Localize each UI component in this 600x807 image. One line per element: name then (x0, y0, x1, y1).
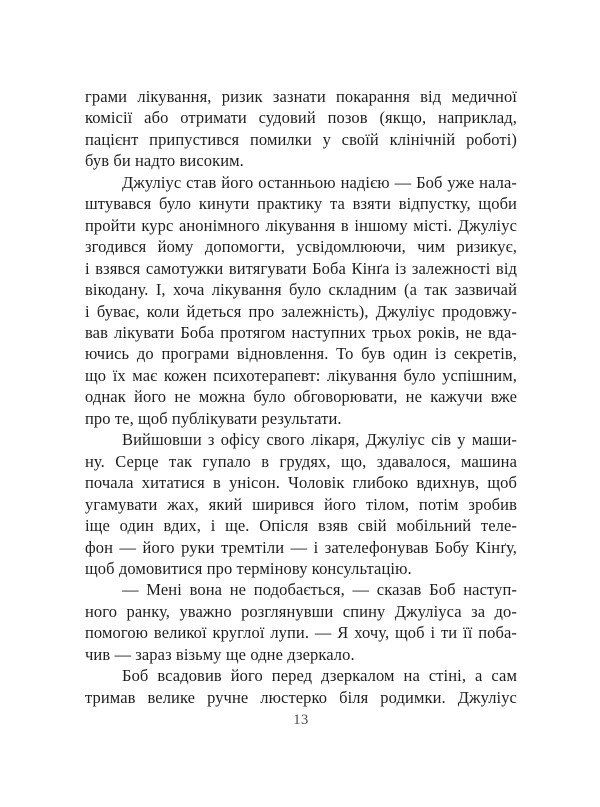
text-line: згодився йому допомогти, усвідомлюючи, чим ризикує, (85, 237, 517, 257)
text-line: помогою великої круглої лупи. — Я хочу, щоб і ти її поба- (85, 623, 517, 643)
text-line: — Мені вона не подобається, — сказав Боб наступ- (122, 580, 517, 600)
text-line: що їх має кожен психотерапевт: лікування було успішним, (85, 365, 517, 385)
text-line: почала хитатися в унісон. Чоловік глибоко вдихнув, щоб (85, 473, 517, 493)
text-line: угамувати жах, який ширився його тілом, потім зробив (85, 494, 517, 514)
text-line: однак його не можна було обговорювати, не кажучи вже (85, 387, 517, 407)
text-line: і буває, коли йдеться про залежність), Джуліус продовжу- (85, 301, 517, 321)
text-line: вікодану. І, хоча лікування було складним (а так зазвичай (85, 280, 517, 300)
text-line: грами лікування, ризик зазнати покарання від медичної (85, 87, 517, 106)
text-line: комісії або отримати судовий позов (якщо, наприклад, (85, 108, 517, 128)
text-line: Боб всадовив його перед дзеркалом на стіні, а сам (122, 666, 517, 686)
paragraph (85, 86, 517, 172)
text-line: пройти курс анонімного лікування в іншому місті. Джуліус (85, 215, 517, 235)
text-line: Джуліус став його останньою надією — Боб уже нала- (122, 172, 517, 192)
text-line: ну. Серце так гупало в грудях, що, здавалося, машина (85, 451, 517, 471)
text-block (85, 86, 517, 708)
text-line: тримав велике ручне люстерко біля родимки. Джуліус (85, 687, 517, 707)
text-line: фон — його руки тремтіли — і зателефонував Бобу Кінґу, (85, 537, 517, 557)
text-line: вав лікувати Боба протягом наступних трьох років, не вда- (85, 322, 517, 342)
text-line: чив — зараз візьму ще одне дзеркало. (85, 644, 355, 664)
text-line: ючись до програми відновлення. То був один із секретів, (85, 344, 517, 364)
text-line: ного ранку, уважно розглянувши спину Джуліуса за до- (85, 601, 517, 621)
text-line: щоб домовитися про термінову консультацію. (85, 558, 412, 578)
paragraph (85, 579, 517, 665)
text-line: іще один вдих, і ще. Опісля взяв свій мобільний теле- (85, 516, 517, 536)
text-line: про те, щоб публікувати результати. (85, 408, 342, 428)
paragraph (85, 172, 517, 429)
paragraph (85, 665, 517, 708)
text-line: був би надто високим. (85, 151, 244, 171)
paragraph (85, 429, 517, 579)
page-number: 13 (293, 712, 309, 728)
text-line: Вийшовши з офісу свого лікаря, Джуліус сів у маши- (122, 430, 517, 450)
text-line: пацієнт припустився помилки у своїй клінічній роботі) (85, 129, 517, 149)
text-line: і взявся самотужки витягувати Боба Кінґа із залежності від (85, 258, 517, 278)
text-line: штувався було кинути практику та взяти відпустку, щоби (85, 194, 517, 214)
